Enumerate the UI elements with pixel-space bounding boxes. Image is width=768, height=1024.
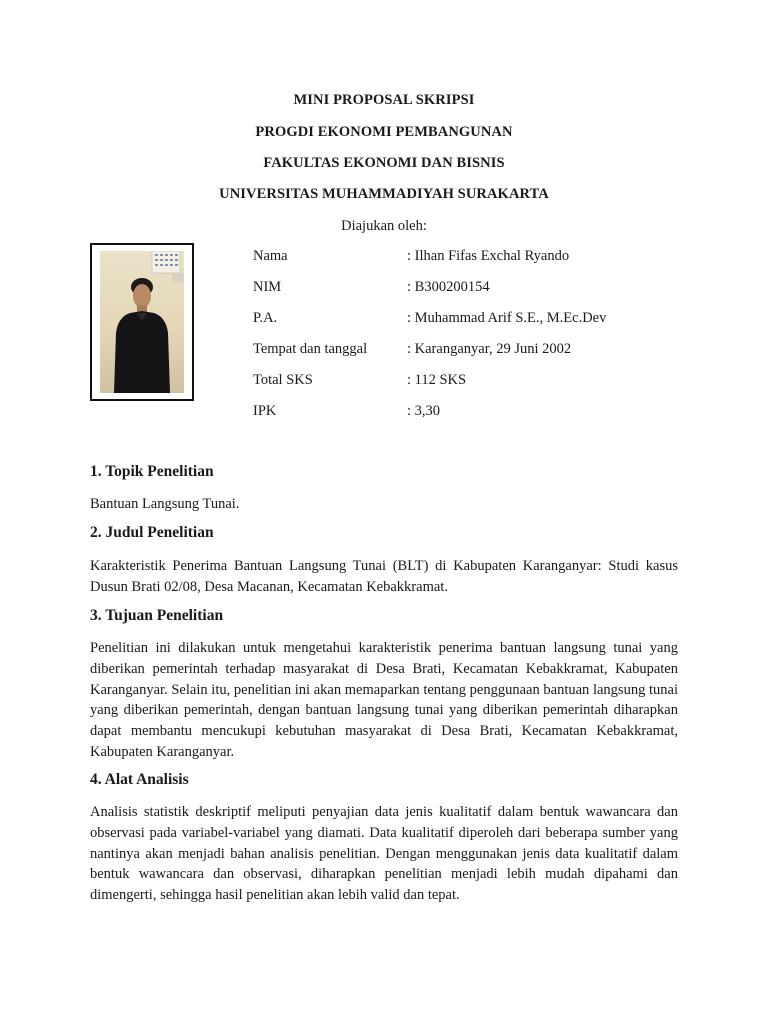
info-value: : Karanganyar, 29 Juni 2002: [407, 341, 572, 357]
student-photo: [90, 243, 194, 401]
submitted-by-label: Diajukan oleh:: [341, 218, 427, 234]
info-label: NIM: [253, 279, 282, 295]
section-body-alat: Analisis statistik deskriptif meliputi penyajian data jenis kualitatif dalam bentuk wawancara dan observasi pada variabel-variabel yang diamati. Data kualitatif diperoleh dari beberapa sumber yang nantinya akan menjadi bahan analisis penelitian. Dengan menggunakan jenis data kualitatif dalam bentuk wawancara dan observasi, diharapkan penelitian menjadi lebih mudah dipahami dan dimengerti, sehingga hasil penelitian akan lebih valid dan tepat.: [90, 804, 678, 904]
section-title-tujuan: 3. Tujuan Penelitian: [90, 607, 224, 624]
section-title-judul: 2. Judul Penelitian: [90, 524, 214, 541]
section-body-topic: Bantuan Langsung Tunai.: [90, 496, 240, 512]
document-title: MINI PROPOSAL SKRIPSI: [293, 92, 475, 108]
info-value: : 3,30: [407, 403, 441, 419]
faculty-name: FAKULTAS EKONOMI DAN BISNIS: [263, 155, 505, 171]
info-label: Total SKS: [253, 372, 313, 388]
section-title-topic: 1. Topik Penelitian: [90, 463, 214, 480]
portrait-image: [100, 251, 184, 393]
program-name: PROGDI EKONOMI PEMBANGUNAN: [255, 124, 513, 140]
section-body-judul: Karakteristik Penerima Bantuan Langsung Tunai (BLT) di Kabupaten Karanganyar: Studi kasus Dusun Brati 02/08, Desa Macanan, Kecamatan Kebakkramat.: [90, 558, 678, 595]
university-name: UNIVERSITAS MUHAMMADIYAH SURAKARTA: [219, 186, 549, 202]
section-title-alat: 4. Alat Analisis: [90, 771, 189, 788]
info-value: : Muhammad Arif S.E., M.Ec.Dev: [407, 310, 607, 326]
info-value: : B300200154: [407, 279, 490, 295]
info-label: P.A.: [253, 310, 278, 326]
info-label: Tempat dan tanggal: [253, 341, 368, 357]
info-value: : 112 SKS: [407, 372, 467, 388]
section-body-tujuan: Penelitian ini dilakukan untuk mengetahui karakteristik penerima bantuan langsung tunai yang diberikan pemerintah terhadap masyarakat di Desa Brati, Kecamatan Kebakkramat, Kabupaten Karanganyar. Selain itu, penelitian ini akan memaparkan tentang penggunaan bantuan langsung tunai yang diberikan pemerintah, dengan bantuan langsung tunai yang diberikan pemerintah diharapkan dapat membantu mencukupi kebutuhan masyarakat di Desa Brati, Kecamatan Kebakkramat, Kabupaten Karanganyar.: [90, 640, 678, 760]
info-value: : Ilhan Fifas Exchal Ryando: [407, 248, 570, 264]
info-label: Nama: [253, 248, 288, 264]
info-label: IPK: [253, 403, 277, 419]
